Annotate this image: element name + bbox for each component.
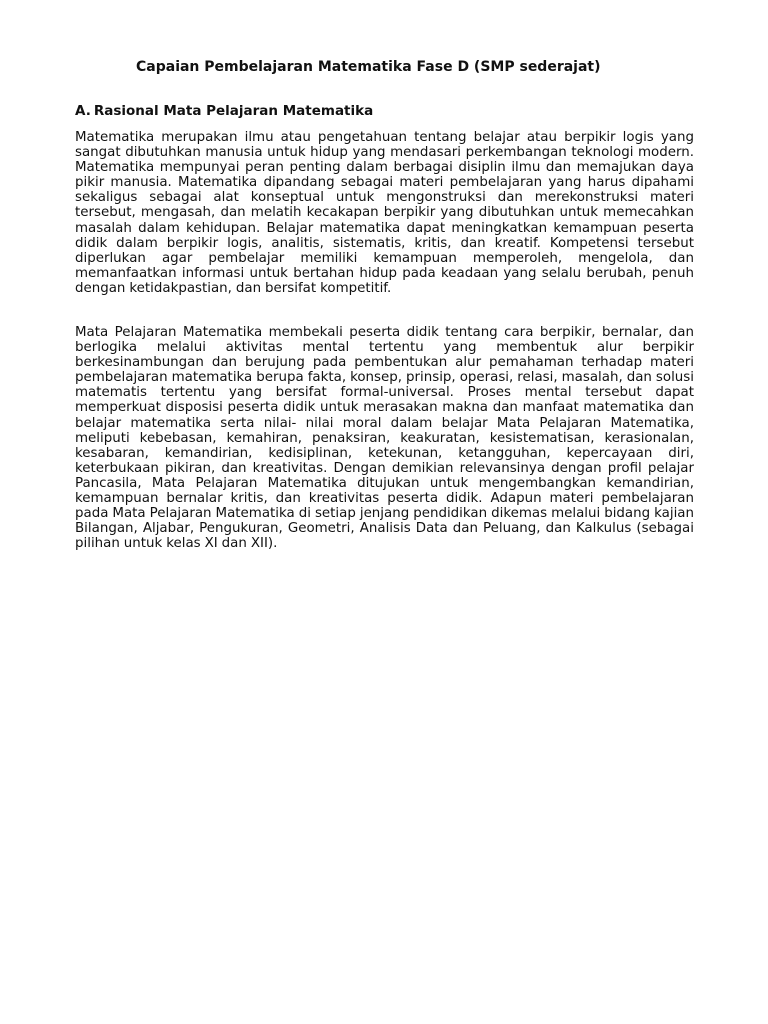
section-heading-text: Rasional Mata Pelajaran Matematika xyxy=(93,103,374,119)
document-title: Capaian Pembelajaran Matematika Fase D (SMP sederajat) xyxy=(136,59,601,75)
paragraph-2: Mata Pelajaran Matematika membekali peserta didik tentang cara berpikir, bernalar, dan berlogika melalui aktivitas mental tertentu yang membentuk alur berpikir berkesinambungan dan berujung pada pembentukan alur pemahaman terhadap materi pembelajaran matematika berupa fakta, konsep, prinsip, operasi, relasi, masalah, dan solusi matematis tertentu yang bersifat formal-universal. Proses mental tersebut dapat memperkuat disposisi peserta didik untuk merasakan makna dan manfaat matematika dan belajar matematika serta nilai- nilai moral dalam belajar Mata Pelajaran Matematika, meliputi kebebasan, kemahiran, penaksiran, keakuratan, kesistematisan, kerasionalan, kesabaran, kemandirian, kedisiplinan, ketekunan, ketangguhan, kepercayaan diri, keterbukaan pikiran, dan kreativitas. Dengan demikian relevansinya dengan profil pelajar Pancasila, Mata Pelajaran Matematika ditujukan untuk mengembangkan kemandirian, kemampuan bernalar kritis, dan kreativitas peserta didik. Adapun materi pembelajaran pada Mata Pelajaran Matematika di setiap jenjang pendidikan dikemas melalui bidang kajian Bilangan, Aljabar, Pengukuran, Geometri, Analisis Data dan Peluang, dan Kalkulus (sebagai pilihan untuk kelas XI dan XII). xyxy=(75,325,694,552)
section-heading xyxy=(75,101,373,121)
paragraph-1: Matematika merupakan ilmu atau pengetahuan tentang belajar atau berpikir logis yang sangat dibutuhkan manusia untuk hidup yang mendasari perkembangan teknologi modern. Matematika mempunyai peran penting dalam berbagai disiplin ilmu dan memajukan daya pikir manusia. Matematika dipandang sebagai materi pembelajaran yang harus dipahami sekaligus sebagai alat konseptual untuk mengonstruksi dan merekonstruksi materi tersebut, mengasah, dan melatih kecakapan berpikir yang dibutuhkan untuk memecahkan masalah dalam kehidupan. Belajar matematika dapat meningkatkan kemampuan peserta didik dalam berpikir logis, analitis, sistematis, kritis, dan kreatif. Kompetensi tersebut diperlukan agar pembelajar memiliki kemampuan memperoleh, mengelola, dan memanfaatkan informasi untuk bertahan hidup pada keadaan yang selalu berubah, penuh dengan ketidakpastian, dan bersifat kompetitif. xyxy=(75,130,694,296)
section-letter: A. xyxy=(75,103,91,119)
